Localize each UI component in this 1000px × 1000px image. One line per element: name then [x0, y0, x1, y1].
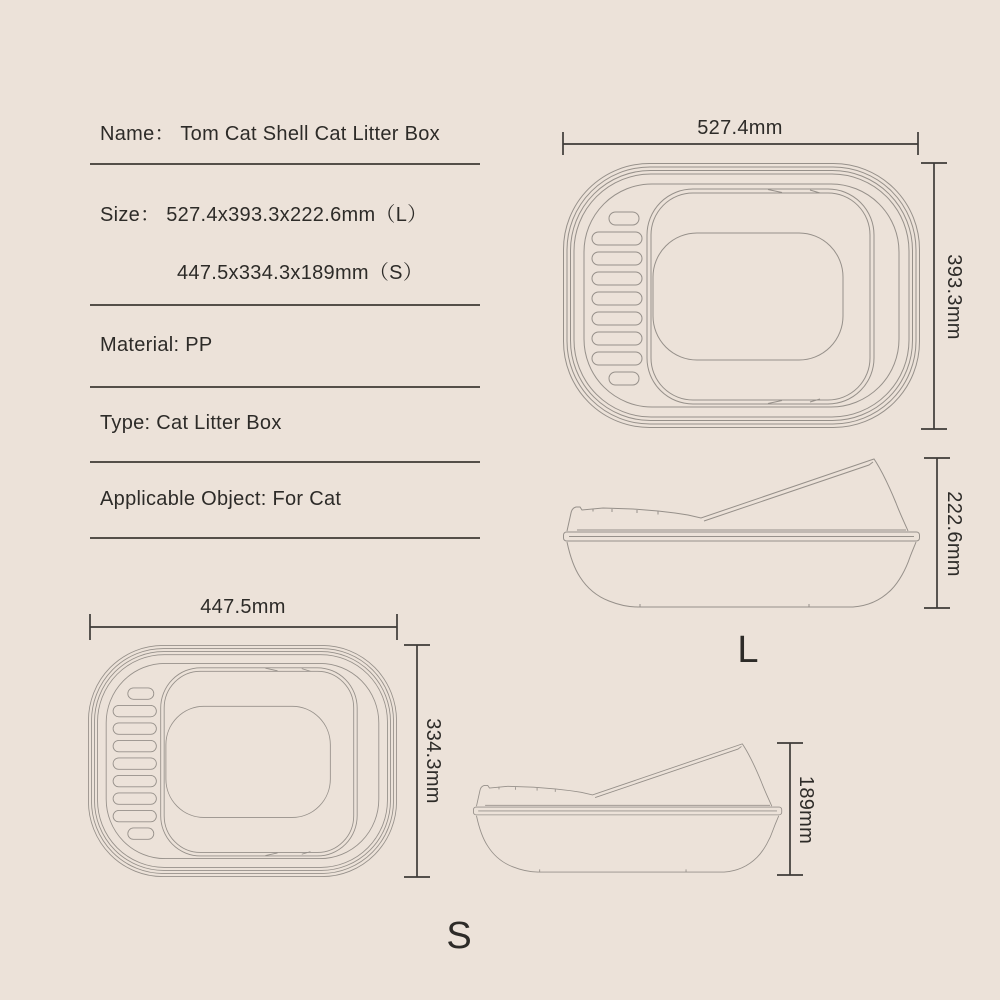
spec-row-name: Name： Tom Cat Shell Cat Litter Box: [100, 123, 440, 145]
dimension-label-s-height: 189mm: [795, 775, 817, 845]
dimension-label-l-depth: 393.3mm: [943, 254, 965, 340]
dimension-label-s-width: 447.5mm: [200, 596, 286, 618]
size-label-large: L: [737, 629, 759, 671]
spec-row-size-small: 447.5x334.3x189mm（S）: [177, 262, 424, 284]
dimension-label-s-depth: 334.3mm: [422, 718, 444, 804]
spec-row-type: Type: Cat Litter Box: [100, 412, 282, 434]
spec-row-size-large: Size： 527.4x393.3x222.6mm（L）: [100, 204, 428, 226]
dimension-label-l-height: 222.6mm: [943, 491, 965, 577]
s-side-view-drawing: [473, 744, 781, 873]
size-label-small: S: [446, 915, 472, 957]
dimension-label-l-width: 527.4mm: [697, 117, 783, 139]
s-top-view-drawing: [88, 645, 396, 876]
l-top-view-drawing: [564, 164, 920, 428]
l-side-view-drawing: [564, 459, 920, 608]
spec-row-material: Material: PP: [100, 334, 213, 356]
spec-row-applicable: Applicable Object: For Cat: [100, 488, 342, 510]
dimension-lines: [90, 132, 950, 877]
